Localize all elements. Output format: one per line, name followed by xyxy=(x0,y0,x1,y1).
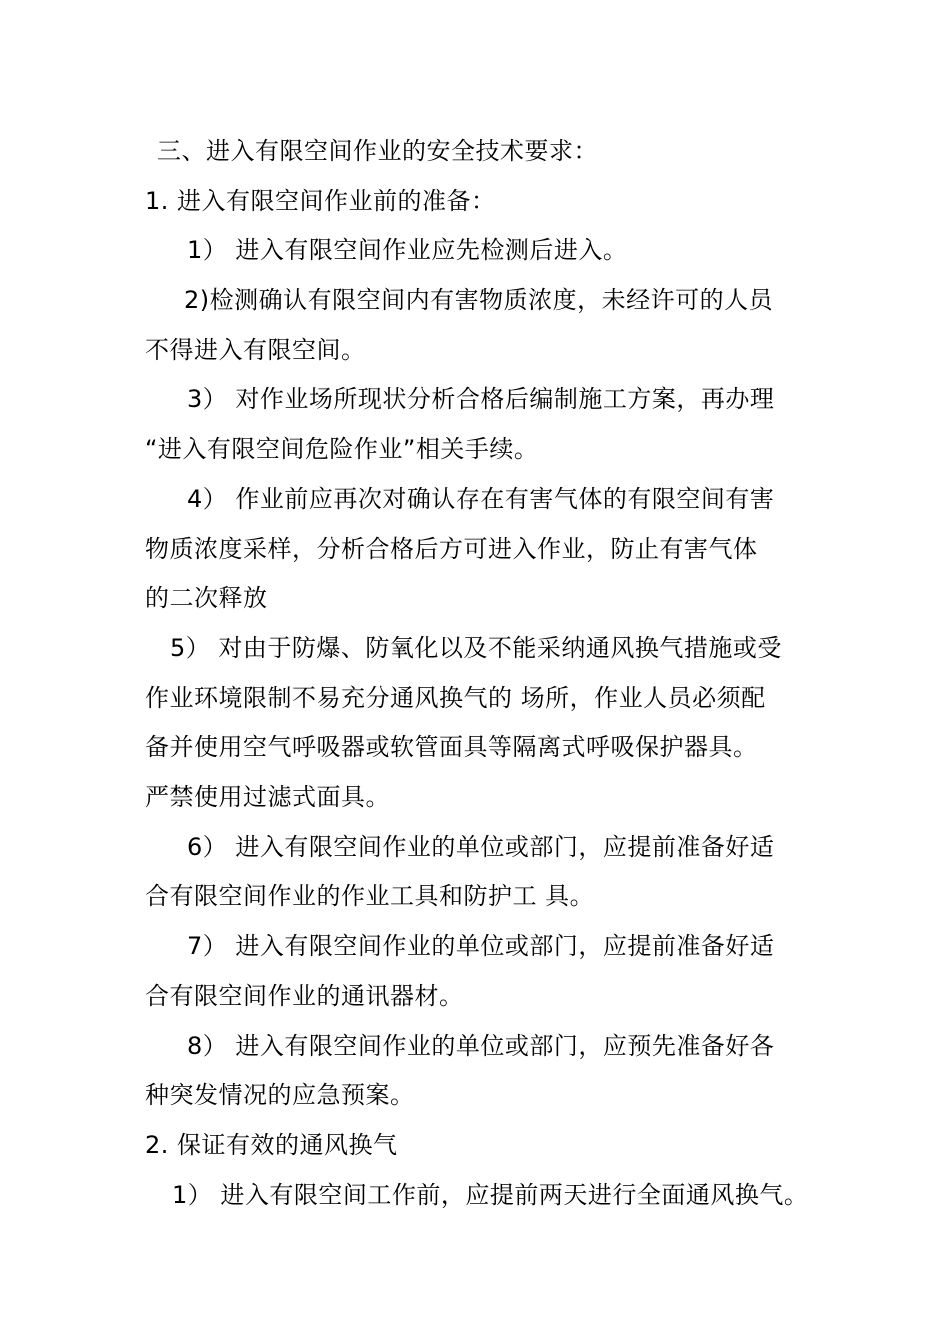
item-1-paragraph-6-line-1: 6） 进入有限空间作业的单位或部门，应提前准备好适 xyxy=(187,833,775,861)
item-2-paragraph-1: 1） 进入有限空间工作前，应提前两天进行全面通风换气。 xyxy=(172,1181,809,1209)
item-1-paragraph-2-line-1: 2)检测确认有限空间内有害物质浓度，未经许可的人员 xyxy=(184,286,774,314)
item-1-paragraph-4-line-1: 4） 作业前应再次对确认存在有害气体的有限空间有害 xyxy=(187,485,775,513)
item-1-paragraph-5-line-4: 严禁使用过滤式面具。 xyxy=(145,783,390,811)
item-1-paragraph-3-line-2: “进入有限空间危险作业”相关手续。 xyxy=(145,435,539,463)
item-1-paragraph-8-line-1: 8） 进入有限空间作业的单位或部门，应预先准备好各 xyxy=(187,1032,775,1060)
item-1-heading: 1. 进入有限空间作业前的准备： xyxy=(145,187,496,215)
item-1-paragraph-4-line-3: 的二次释放 xyxy=(145,584,268,612)
item-1-paragraph-8-line-2: 种突发情况的应急预案。 xyxy=(145,1081,415,1109)
item-1-paragraph-2-line-2: 不得进入有限空间。 xyxy=(145,336,366,364)
item-1-paragraph-5-line-3: 备并使用空气呼吸器或软管面具等隔离式呼吸保护器具。 xyxy=(145,733,758,761)
item-1-paragraph-7-line-1: 7） 进入有限空间作业的单位或部门，应提前准备好适 xyxy=(187,932,775,960)
item-1-paragraph-5-line-1: 5） 对由于防爆、防氧化以及不能采纳通风换气措施或受 xyxy=(170,634,782,662)
section-heading: 三、进入有限空间作业的安全技术要求： xyxy=(157,137,598,165)
item-1-paragraph-6-line-2: 合有限空间作业的作业工具和防护工 具。 xyxy=(145,882,595,910)
item-2-heading: 2. 保证有效的通风换气 xyxy=(145,1131,398,1159)
item-1-paragraph-7-line-2: 合有限空间作业的通讯器材。 xyxy=(145,982,464,1010)
item-1-paragraph-1: 1） 进入有限空间作业应先检测后进入。 xyxy=(187,236,628,264)
item-1-paragraph-5-line-2: 作业环境限制不易充分通风换气的 场所，作业人员必须配 xyxy=(145,684,766,712)
item-1-paragraph-4-line-2: 物质浓度采样，分析合格后方可进入作业，防止有害气体 xyxy=(145,535,758,563)
item-1-paragraph-3-line-1: 3） 对作业场所现状分析合格后编制施工方案，再办理 xyxy=(187,385,775,413)
